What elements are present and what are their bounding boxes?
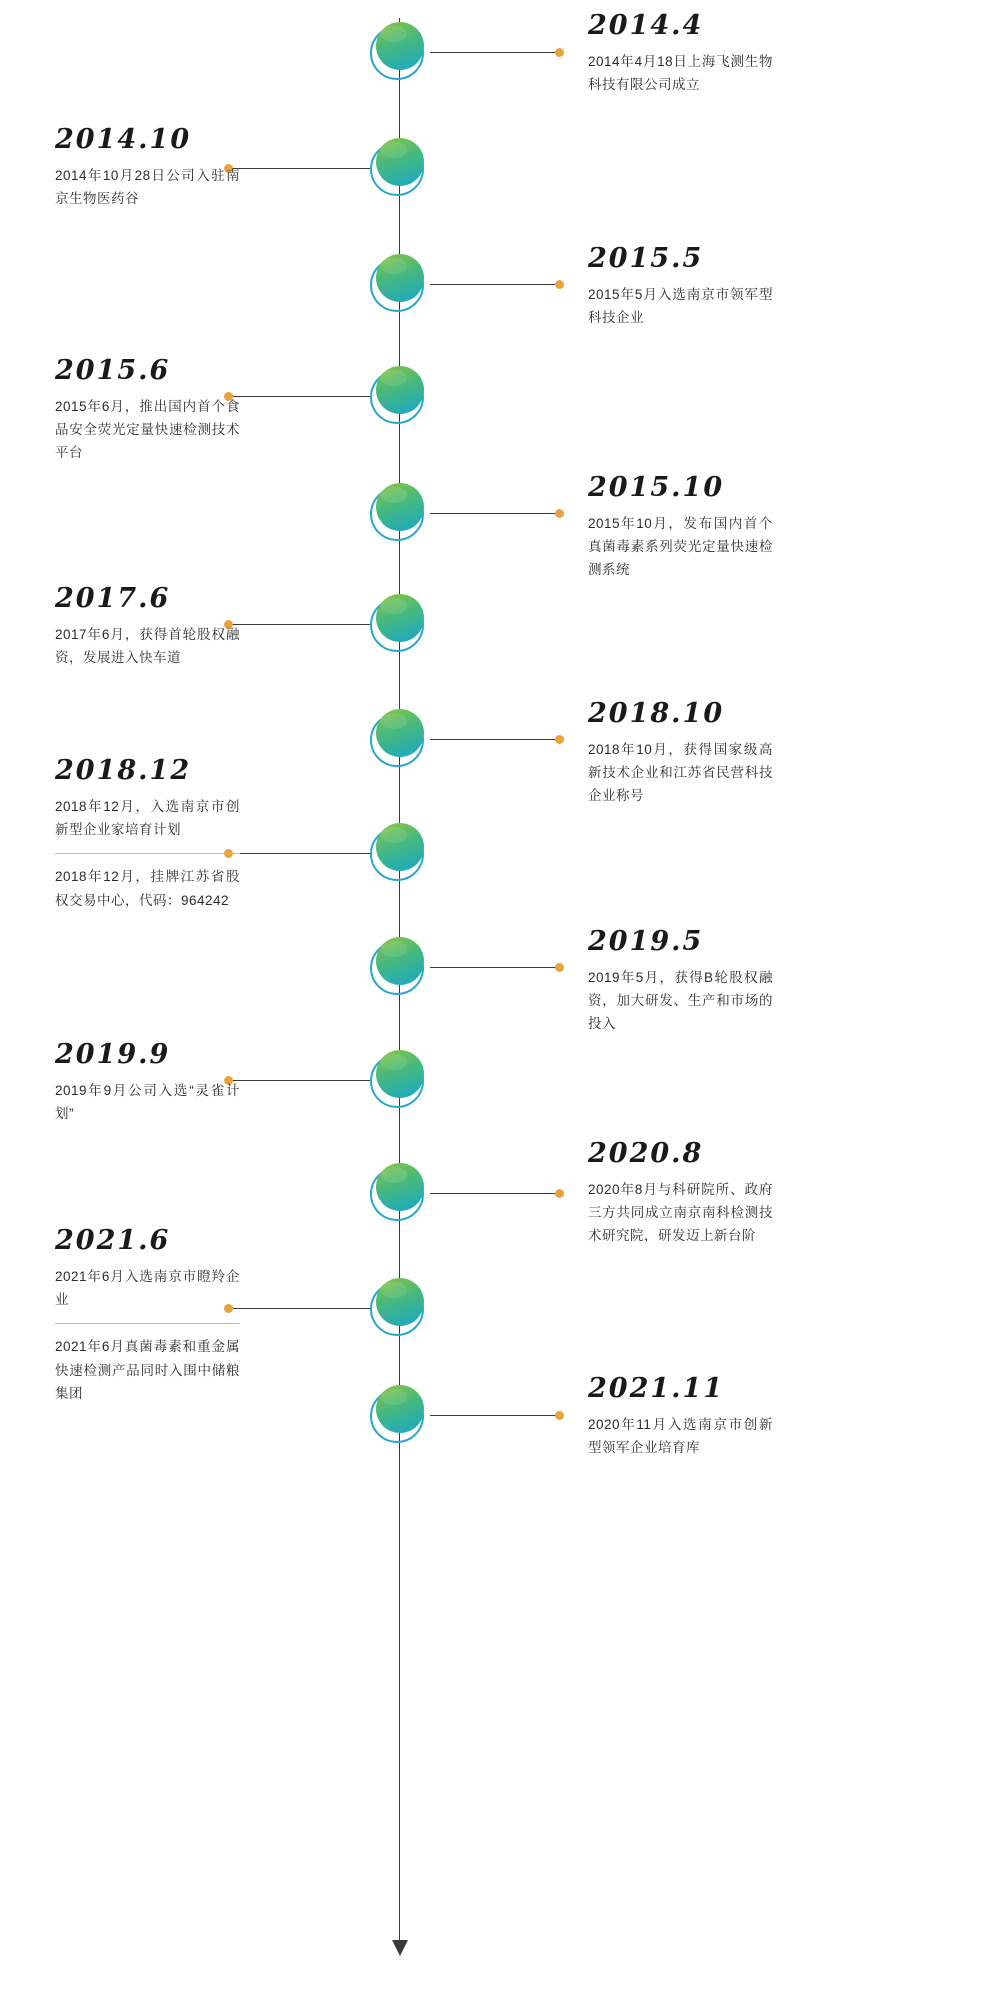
timeline-connector: [430, 284, 560, 285]
node-disc: [376, 254, 424, 302]
entry-year: 2019.9: [55, 1039, 171, 1070]
timeline-entry: [55, 755, 240, 912]
entry-year: 2021.11: [588, 1373, 725, 1404]
timeline-connector: [430, 52, 560, 53]
node-disc: [376, 483, 424, 531]
timeline-node-marker: [370, 823, 430, 883]
entry-description: 2019年9月公司入选“灵雀计划”: [55, 1083, 240, 1122]
timeline-entry: [55, 1039, 240, 1125]
timeline-entry: [55, 1225, 240, 1405]
connector-dot-icon: [555, 735, 564, 744]
entry-year: 2014.4: [588, 10, 704, 41]
entry-description: 2019年5月，获得B轮股权融资，加大研发、生产和市场的投入: [588, 970, 773, 1032]
entry-description: 2018年10月，获得国家级高新技术企业和江苏省民营科技企业称号: [588, 742, 773, 804]
connector-dot-icon: [555, 963, 564, 972]
timeline-node-marker: [370, 254, 430, 314]
entry-description-secondary: 2021年6月真菌毒素和重金属快速检测产品同时入围中储粮集团: [55, 1339, 240, 1401]
entry-year: 2021.6: [55, 1225, 171, 1256]
timeline-node-marker: [370, 1163, 430, 1223]
entry-description: 2017年6月，获得首轮股权融资，发展进入快车道: [55, 627, 240, 666]
timeline-connector: [228, 1308, 370, 1309]
node-disc: [376, 22, 424, 70]
timeline-connector: [228, 396, 370, 397]
entry-year: 2018.10: [588, 698, 725, 729]
entry-description: 2015年10月，发布国内首个真菌毒素系列荧光定量快速检测系统: [588, 516, 773, 578]
timeline-connector: [430, 967, 560, 968]
timeline-entry: [588, 1138, 773, 1248]
entry-description: 2021年6月入选南京市瞪羚企业: [55, 1269, 240, 1308]
entry-year: 2015.6: [55, 355, 171, 386]
node-disc: [376, 1278, 424, 1326]
timeline-node-marker: [370, 594, 430, 654]
entry-description-secondary: 2018年12月，挂牌江苏省股权交易中心，代码：964242: [55, 869, 240, 908]
timeline-node-marker: [370, 483, 430, 543]
timeline-node-marker: [370, 937, 430, 997]
connector-dot-icon: [555, 1411, 564, 1420]
entry-year: 2017.6: [55, 583, 171, 614]
timeline-connector: [430, 513, 560, 514]
timeline-node-marker: [370, 22, 430, 82]
timeline-axis-arrow-icon: [392, 1940, 408, 1956]
connector-dot-icon: [555, 1189, 564, 1198]
timeline-entry: [55, 124, 240, 210]
entry-description: 2014年10月28日公司入驻南京生物医药谷: [55, 168, 240, 207]
timeline-connector: [228, 168, 370, 169]
timeline-entry: [588, 472, 773, 582]
timeline-entry: [55, 355, 240, 465]
entry-year: 2018.12: [55, 755, 192, 786]
node-disc: [376, 709, 424, 757]
entry-description: 2018年12月，入选南京市创新型企业家培育计划: [55, 799, 240, 838]
connector-dot-icon: [555, 509, 564, 518]
timeline-entry: [588, 243, 773, 329]
timeline-entry: [588, 10, 773, 96]
timeline-connector: [430, 1193, 560, 1194]
entry-description: 2020年8月与科研院所、政府三方共同成立南京南科检测技术研究院，研发迈上新台阶: [588, 1182, 773, 1244]
entry-year: 2020.8: [588, 1138, 704, 1169]
timeline-node-marker: [370, 1050, 430, 1110]
node-disc: [376, 594, 424, 642]
timeline-node-marker: [370, 366, 430, 426]
timeline-node-marker: [370, 709, 430, 769]
entry-description: 2015年6月，推出国内首个食品安全荧光定量快速检测技术平台: [55, 399, 240, 461]
timeline-node-marker: [370, 1278, 430, 1338]
timeline-entry: [588, 1373, 773, 1459]
node-disc: [376, 823, 424, 871]
entry-description: 2015年5月入选南京市领军型科技企业: [588, 287, 773, 326]
timeline-connector: [430, 1415, 560, 1416]
entry-year: 2015.5: [588, 243, 704, 274]
node-disc: [376, 1385, 424, 1433]
timeline-connector: [228, 624, 370, 625]
timeline-node-marker: [370, 138, 430, 198]
entry-year: 2015.10: [588, 472, 725, 503]
entry-year: 2019.5: [588, 926, 704, 957]
timeline-connector: [430, 739, 560, 740]
connector-dot-icon: [555, 280, 564, 289]
node-disc: [376, 366, 424, 414]
node-disc: [376, 1050, 424, 1098]
timeline-entry: [588, 926, 773, 1036]
timeline-connector: [228, 1080, 370, 1081]
connector-dot-icon: [555, 48, 564, 57]
entry-description: 2020年11月入选南京市创新型领军企业培育库: [588, 1417, 773, 1456]
timeline-entry: [588, 698, 773, 808]
timeline-connector: [228, 853, 370, 854]
entry-year: 2014.10: [55, 124, 192, 155]
entry-description: 2014年4月18日上海飞测生物科技有限公司成立: [588, 54, 773, 93]
node-disc: [376, 1163, 424, 1211]
timeline-entry: [55, 583, 240, 669]
node-disc: [376, 937, 424, 985]
timeline-node-marker: [370, 1385, 430, 1445]
entry-divider: [55, 1323, 240, 1324]
entry-divider: [55, 853, 240, 854]
node-disc: [376, 138, 424, 186]
